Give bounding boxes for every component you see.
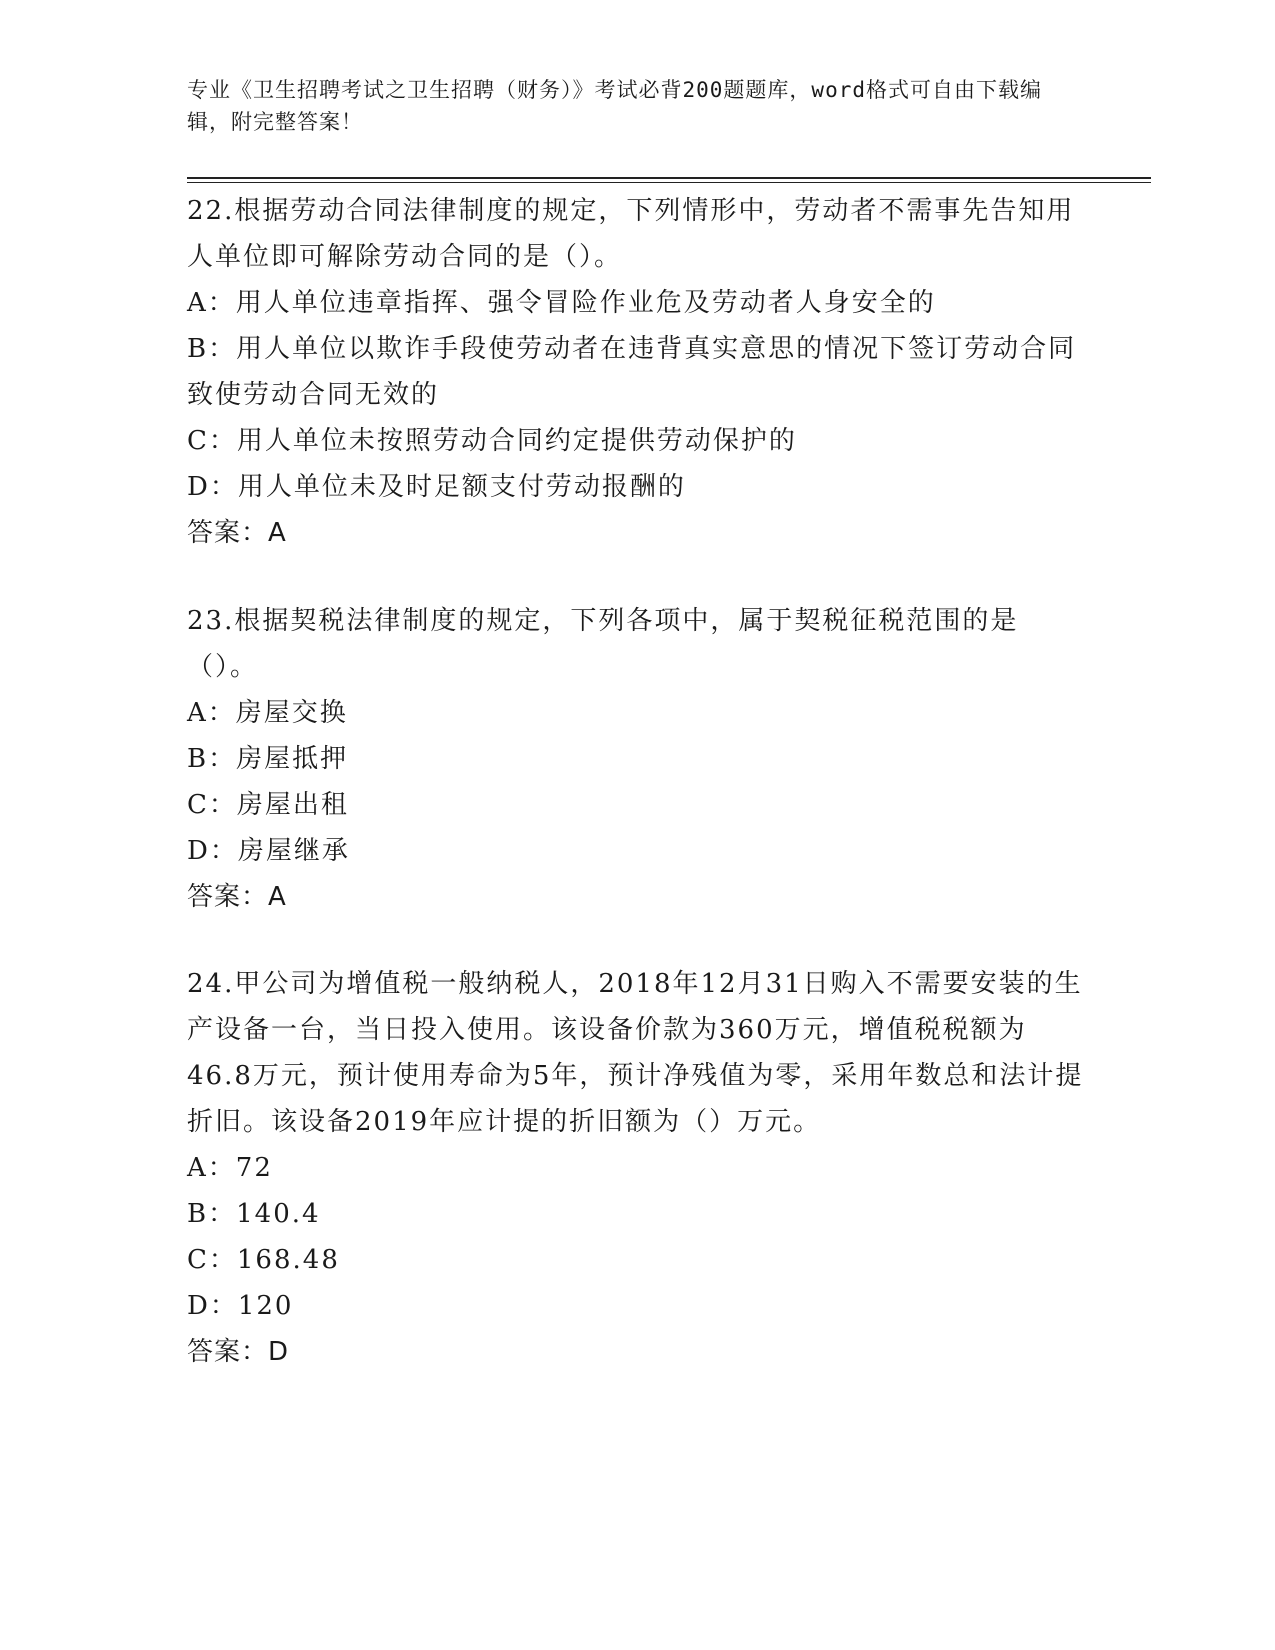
- option-d: D：用人单位未及时足额支付劳动报酬的: [187, 472, 686, 502]
- option-c: C：用人单位未按照劳动合同约定提供劳动保护的: [187, 426, 797, 456]
- question-23: [187, 598, 1087, 920]
- option-b: B：房屋抵押: [187, 744, 349, 774]
- question-22: [187, 188, 1087, 556]
- answer: 答案：D: [187, 1337, 290, 1367]
- document-header: 专业《卫生招聘考试之卫生招聘（财务）》考试必背200题题库，word格式可自由下载编辑，附完整答案！: [187, 78, 1042, 134]
- question-stem: 24.甲公司为增值税一般纳税人，2018年12月31日购入不需要安装的生产设备一台，当日投入使用。该设备价款为360万元，增值税税额为46.8万元，预计使用寿命为5年，预计净残值为零，采用年数总和法计提折旧。该设备2019年应计提的折旧额为（）万元。: [187, 969, 1084, 1137]
- option-c: C：房屋出租: [187, 790, 349, 820]
- question-stem: 23.根据契税法律制度的规定，下列各项中，属于契税征税范围的是（）。: [187, 606, 1019, 682]
- option-d: D：120: [187, 1291, 294, 1321]
- answer: 答案：A: [187, 518, 287, 548]
- answer: 答案：A: [187, 882, 287, 912]
- option-a: A：72: [187, 1153, 273, 1183]
- option-b: B：用人单位以欺诈手段使劳动者在违背真实意思的情况下签订劳动合同致使劳动合同无效的: [187, 334, 1077, 410]
- question-stem: 22.根据劳动合同法律制度的规定，下列情形中，劳动者不需事先告知用人单位即可解除劳动合同的是（）。: [187, 196, 1075, 272]
- option-d: D：房屋继承: [187, 836, 350, 866]
- option-a: A：用人单位违章指挥、强令冒险作业危及劳动者人身安全的: [187, 288, 936, 318]
- option-a: A：房屋交换: [187, 698, 348, 728]
- option-c: C：168.48: [187, 1245, 340, 1275]
- option-b: B：140.4: [187, 1199, 321, 1229]
- header-divider: [187, 177, 1151, 183]
- question-24: [187, 961, 1087, 1375]
